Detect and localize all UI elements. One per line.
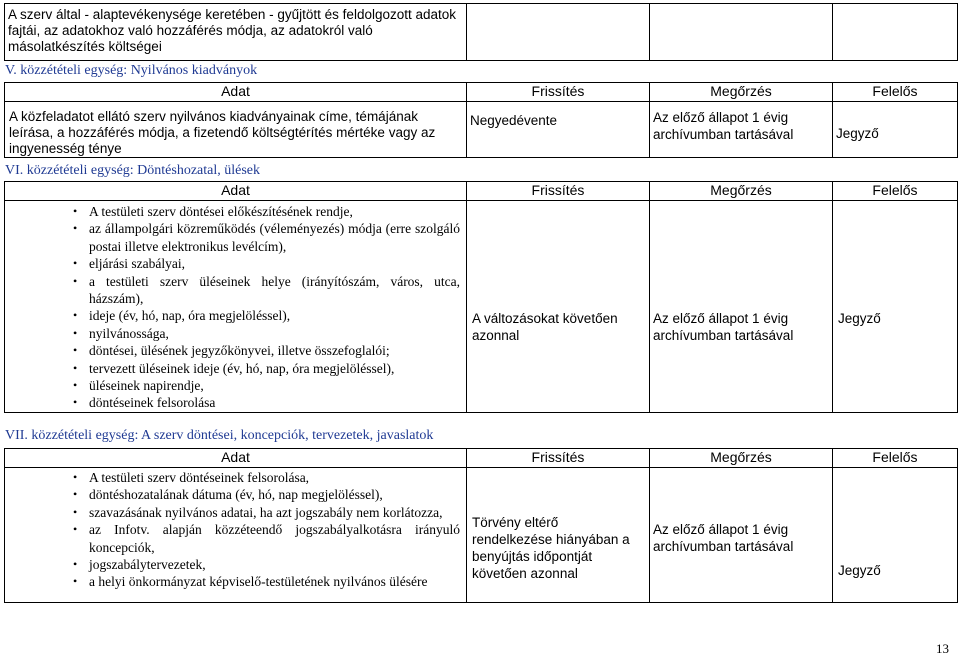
section7-title: VII. közzétételi egység: A szerv döntései, koncepciók, tervezetek, javaslatok xyxy=(5,428,434,443)
header-frissites: Frissítés xyxy=(467,83,650,102)
section6-megorzes: Az előző állapot 1 évig archívumban tartásával xyxy=(650,201,833,413)
list-item: • eljárási szabályai, xyxy=(63,255,460,272)
list-item: • az állampolgári közreműködés (véleményezés) módja (erre szolgáló postai illetve elektronikus levélcím), xyxy=(63,220,460,255)
header-frissites: Frissítés xyxy=(467,449,650,468)
section7-megorzes: Az előző állapot 1 évig archívumban tartásával xyxy=(650,468,833,603)
list-item: • szavazásának nyilvános adatai, ha azt jogszabály nem korlátozza, xyxy=(63,504,460,521)
header-felelos: Felelős xyxy=(833,449,958,468)
section5-header-row xyxy=(5,83,958,102)
section6-header-row xyxy=(5,182,958,201)
top-data-text: A szerv által - alaptevékenysége keretében - gyűjtött és feldolgozott adatok fajtái, az adatokhoz való hozzáférés módja, az adatokról való másolatkészítés költségei xyxy=(8,7,457,54)
header-adat: Adat xyxy=(5,182,467,201)
section5-adat: A közfeladatot ellátó szerv nyilvános kiadványainak címe, témájának leírása, a hozzáférés módja, a fizetendő költségtérítés mértéke vagy az ingyenesség ténye xyxy=(5,102,467,158)
section5-frissites: Negyedévente xyxy=(467,102,650,158)
section7-frissites: Törvény eltérő rendelkezése hiányában a benyújtás időpontját követően azonnal xyxy=(467,468,650,603)
list-item: • tervezett üléseinek ideje (év, hó, nap, óra megjelöléssel), xyxy=(63,360,460,377)
list-item: • nyilvánossága, xyxy=(63,325,460,342)
section5-title: V. közzétételi egység: Nyilvános kiadványok xyxy=(5,63,258,78)
list-item: • jogszabálytervezetek, xyxy=(63,556,460,573)
header-megorzes: Megőrzés xyxy=(650,83,833,102)
section6-felelos: Jegyző xyxy=(833,201,958,413)
header-adat: Adat xyxy=(5,449,467,468)
section6-table xyxy=(4,181,958,413)
list-item: • a testületi szerv üléseinek helye (irányítószám, város, utca, házszám), xyxy=(63,273,460,308)
top-data-cell xyxy=(5,4,467,61)
section7-felelos: Jegyző xyxy=(833,468,958,603)
section6-title: VI. közzétételi egység: Döntéshozatal, ülések xyxy=(5,163,261,178)
top-empty-cell-3 xyxy=(833,4,958,61)
header-frissites: Frissítés xyxy=(467,182,650,201)
list-item: • üléseinek napirendje, xyxy=(63,377,460,394)
list-item: • az Infotv. alapján közzéteendő jogszabályalkotásra irányuló koncepciók, xyxy=(63,521,460,556)
header-adat: Adat xyxy=(5,83,467,102)
section6-frissites: A változásokat követően azonnal xyxy=(467,201,650,413)
section6-list xyxy=(63,203,460,412)
list-item: • döntéshozatalának dátuma (év, hó, nap megjelöléssel), xyxy=(63,486,460,503)
top-empty-cell-1 xyxy=(467,4,650,61)
top-empty-cell-2 xyxy=(650,4,833,61)
section6-adat-cell xyxy=(5,201,467,413)
list-item: • döntései, ülésének jegyzőkönyvei, illetve összefoglalói; xyxy=(63,342,460,359)
header-felelos: Felelős xyxy=(833,182,958,201)
list-item: • ideje (év, hó, nap, óra megjelöléssel), xyxy=(63,307,460,324)
section7-adat-cell xyxy=(5,468,467,603)
section5-table xyxy=(4,82,958,158)
page-number: 13 xyxy=(936,641,949,656)
section7-list xyxy=(63,469,460,591)
section5-megorzes: Az előző állapot 1 évig archívumban tartásával xyxy=(650,102,833,158)
section7-table xyxy=(4,448,958,603)
list-item: • döntéseinek felsorolása xyxy=(63,394,460,411)
list-item: • A testületi szerv döntései előkészítésének rendje, xyxy=(63,203,460,220)
section7-header-row xyxy=(5,449,958,468)
header-megorzes: Megőrzés xyxy=(650,449,833,468)
list-item: • a helyi önkormányzat képviselő-testületének nyilvános ülésére xyxy=(63,573,460,590)
header-felelos: Felelős xyxy=(833,83,958,102)
header-megorzes: Megőrzés xyxy=(650,182,833,201)
list-item: • A testületi szerv döntéseinek felsorolása, xyxy=(63,469,460,486)
section5-felelos: Jegyző xyxy=(833,102,958,158)
top-table xyxy=(4,3,958,61)
